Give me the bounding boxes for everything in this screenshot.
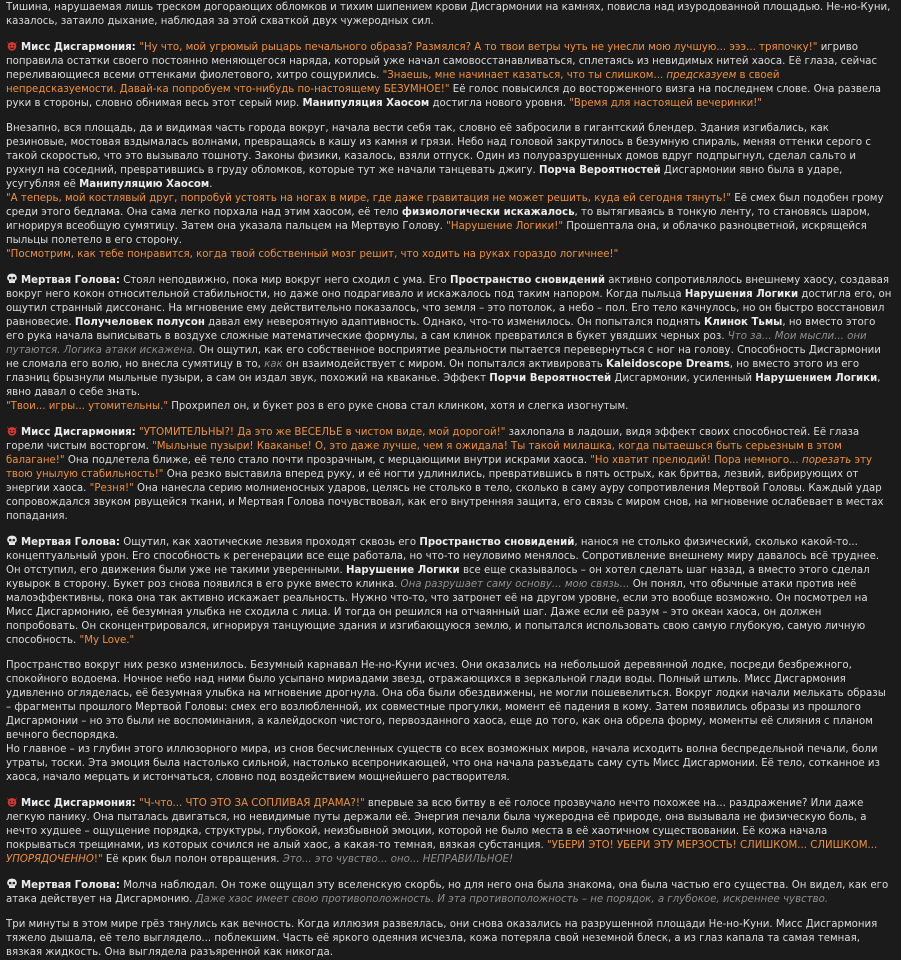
skull-emoji-icon [6,535,18,546]
skull-emoji-icon [6,878,18,889]
dialogue-quote: "Посмотрим, как тебе понравится, когда твой собственный мозг решит, что ходить на руках гораздо логичнее!" [6,249,619,260]
inner-thought: Даже хаос имеет свою противоположность. И эта противоположность – не порядок, а глубокое, искреннее чувство. [195,894,829,905]
bold-term: Нарушения Логики [684,289,799,300]
narration-text: достигла нового уровня. [429,98,570,109]
dialogue-quote: в своей непредсказуемости. Давай-ка попробуем что-нибудь по-настоящему БЕЗУМНОЕ!" [6,70,780,95]
bold-term: Мертвая Голова: [21,880,120,891]
narration-text: Тишина, нарушаемая лишь треском догорающих обломков и тихим шипением крови Дисгармонии на камнях, повисла над изуродованной площадью. Не-но-Куни, казалось, затаило дыхание, наблюдая за этой схваткой двух чужеродных сил. [6,2,891,27]
narration-text: Она нанесла серию молниеносных ударов, целясь не столько в тело, сколько в саму ауру сопротивления Мертвой Головы. Каждый удар сопровождался звуком рвущейся ткани, и Мертвая Голова почувствовал, как его внутренняя защита, его связь с миром снов, на мгновение ослабевает в местах попадания. [6,483,884,522]
story-paragraph [6,40,893,111]
dialogue-quote: эту твою унылую стабильность!" [6,455,873,480]
devil-emoji-icon [6,796,18,807]
story-paragraph [6,535,893,648]
dialogue-quote: "А теперь, мой костлявый друг, попробуй устоять на ногах в мире, где даже гравитация не может решить, куда ей сегодня тянуть!" [6,193,732,204]
story-paragraph [6,659,893,785]
narration-text: все еще сказывалось – он хотел сделать шаг назад, а вместо этого сделал кувырок в сторону. Букет роз снова появился в его руке вместо клинка. [6,565,870,590]
narration-text: Молча наблюдал. Он тоже ощущал эту вселенскую скорбь, но для него она была знакома, она была частью его существа. Он видел, как его атака действует на Дисгармонию. [6,880,889,905]
narration-text: , нанося не столько физический, сколько какой-то... концептуальный урон. Его способность к регенерации все еще работала, но что-то неуловимо менялось. Сопротивление внешнему миру давалось всё труднее. Он отступил, его движения были уже не такими уверенными. [6,537,880,576]
devil-emoji-icon [6,40,18,51]
narration-text: давал ему невероятную адаптивность. Однако, что-то изменилось. Он попытался поднять [204,317,705,328]
dialogue-quote: "My Love." [79,635,135,646]
narration-text: Ощутил, как хаотические лезвия проходят сквозь его [120,537,420,548]
narration-text: Стоял неподвижно, пока мир вокруг него сходил с ума. Его [120,275,451,286]
narration-text: Её голос повысился до восторженного визга на последнем слове. Она развела руки в стороны, словно обнимая весь этот серый мир. [6,84,881,109]
bold-term: Клинок Тьмы [704,317,783,328]
narration-text: Она резко выставила вперед руку, и её ногти удлинились, превратившись в пять острых, как бритва, лезвий, вибрирующих от энергии хаоса. [6,469,859,494]
dialogue-quote: "Ч-что... ЧТО ЭТО ЗА СОПЛИВАЯ ДРАМА?!" [139,798,365,809]
narration-text: . [209,179,213,190]
narration-text: Её крик был полон отвращения. [102,854,283,865]
dialogue-quote: "УБЕРИ ЭТО! УБЕРИ ЭТУ МЕРЗОСТЬ! СЛИШКОМ... СЛИШКОМ... [546,840,878,851]
narration-text: впервые за всю битву в её голосе прозвучало нечто похожее на... раздражение? Или даже легкую панику. Она пыталась двигаться, но невидимые путы держали её. Энергия печали была чужеродна её природе, она вызывала не физическую боль, а нечто худшее – ощущение порядка, структуры, глубокой, неизбывной эмоции, которой не было места в её хаотичном существовании. Её кожа начала покрываться трещинами, из которых сочился не алый хаос, а какая-то темная, вязкая субстанция. [6,798,867,851]
narration-text: , явно давал о себе знать. [6,373,881,398]
story-paragraph [6,796,893,867]
inner-thought: Что за... Мои мысли... они путаются. Логика атаки искажена. [6,331,867,356]
narration-text: Она подлетела ближе, её тело стало почти прозрачным, с мерцающими внутри искрами хаоса. [64,455,591,466]
narration-text: игриво поправила остатки своего постоянно меняющегося наряда, который уже начал самовосстанавливаться, сплетаясь из невидимых нитей хаоса. Её глаза, сейчас переливающиеся всеми оттенками фиолетового, хитро сощурились. [6,42,878,81]
narration-text: он взаимодействует с миром. Он попытался активировать [282,359,607,370]
inner-thought: Это... это чувство... оно... НЕПРАВИЛЬНОЕ! [282,854,514,865]
bold-term: Манипуляцию Хаосом [79,179,210,190]
bold-term: Мертвая Голова: [21,275,120,286]
narration-text: Внезапно, вся площадь, да и видимая часть города вокруг, начала вести себя так, словно её забросили в гигантский блендер. Здания изгибались, как резиновые, мостовая вздымалась волнами, превращаясь в кашу из камня и грязи. Небо над головой закрутилось в безумную спираль, меняя оттенки серого с такой скоростью, что это вызывало тошноту. Законы физики, казалось, взяли отпуск. Один из полуразрушенных домов вдруг подпрыгнул, сделал сальто и рухнул на соседний, превратившись в груду обломков, которые тут же начали танцевать джигу. [6,123,871,176]
narration-text: достигла его, он ощутил странный диссонанс. На мгновение ему действительно показалось, что земля – это потолок, а небо – пол. Его тело качнулось, но он быстро восстановил равновесие. [6,289,892,328]
narration-text: Три минуты в этом мире грёз тянулись как вечность. Когда иллюзия развеялась, они снова оказались на разрушенной площади Не-но-Куни. Мисс Дисгармония тяжело дышала, её тело выглядело... поблекшим. Часть её яркого одеяния исчезла, кожа потеряла свой неземной блеск, а из глаз капала та самая темная, вязкая жидкость. Она выглядела разъяренной как никогда. [6,919,878,958]
narration-text: Но главное – из глубин этого иллюзорного мира, из снов бесчисленных существ со всех возможных миров, начала исходить волна беспредельной печали, боли утраты, тоски. Эта эмоция была настолько сильной, настолько всепроникающей, что она начала разъедать саму суть Мисс Дисгармонии. Её тело, сотканное из хаоса, начало мерцать и истончаться, словно под воздействием мощнейшего растворителя. [6,744,880,783]
dialogue-quote: "Но хватит прелюдий! Пора немного... [590,455,803,466]
dialogue-quote: "УТОМИТЕЛЬНЫ?! Да это же ВЕСЕЛЬЕ в чистом виде, мой дорогой!" [139,427,506,438]
narration-text: Прохрипел он, и букет роз в его руке снова стал клинком, хотя и слегка изогнутым. [168,401,629,412]
bold-term: Kaleidoscope Dreams [606,359,730,370]
narration-text: активно сопротивлялось внешнему хаосу, создавая вокруг него кокон относительной стабильности, но даже оно подрагивало и искажалось под таким напором. Когда пыльца [6,275,890,300]
inner-thought: Она разрушает саму основу... мою связь... [400,579,630,590]
inner-thought: как [264,359,283,370]
bold-term: Мисс Дисгармония: [21,798,136,809]
story-paragraph [6,878,893,907]
bold-term: Мертвая Голова: [21,537,120,548]
bold-term: Получеловек полусон [74,317,205,328]
narration-text: Пространство вокруг них резко изменилось. Безумный карнавал Не-но-Куни исчез. Они оказались на небольшой деревянной лодке, посреди безбрежного, спокойного водоема. Ночное небо над ними было усыпано мириадами звезд, отражающихся в зеркальной глади воды. Полный штиль. Мисс Дисгармония удивленно огляделась, её безумная улыбка на мгновение дрогнула. Она оба были обездвижены, не могли пошевелиться. Вокруг лодки начали мелькать образы – фрагменты прошлого Мертвой Головы: смех его возлюбленной, их совместные прогулки, момент её падения в кому. Затем появились образы из прошлого Дисгармонии – но это были не воспоминания, а калейдоскоп чистого, первозданного хаоса, еще до того, как она обрела форму, моменты её слияния с планом вечного беспорядка. [6,660,886,741]
narration-text: захлопала в ладоши, видя эффект своих способностей. Её глаза горели чистым восторгом. [6,427,860,452]
bold-term: Нарушением Логики [755,373,878,384]
dialogue-emphasis: порезать [802,455,852,466]
bold-term: Порча Вероятностей [539,165,661,176]
dialogue-quote: "Знаешь, мне начинает казаться, что ты слишком... [382,70,667,81]
dialogue-quote: "Нарушение Логики!" [446,221,564,232]
narration-text: , то вытягиваясь в тонкую ленту, то становясь шаром, игнорируя всеобщую сумятицу. Затем она указала пальцем на Мертвую Голову. [6,207,870,232]
narration-text: Дисгармонии, усиленный [611,373,756,384]
bold-term: Манипуляция Хаосом [302,98,430,109]
story-paragraph [6,918,893,960]
dialogue-quote: "Ну что, мой угрюмый рыцарь печального образа? Размялся? А то твои ветры чуть не унесли мою лучшую... эээ... тряпочку!" [139,42,818,53]
story-paragraph [6,1,893,29]
dialogue-quote: "Резня!" [89,483,134,494]
narration-text: Он ощутил, как его собственное восприятие реальности пытается перевернуться с ног на голову. Способность Дисгармонии не сломала его волю, но внесла сумятицу в то, [6,345,881,370]
narration-text: Её смех был подобен грому среди этого бедлама. Она сама легко порхала над этим хаосом, её тело [6,193,884,218]
bold-term: Порчи Вероятностей [489,373,612,384]
narration-text: , но вместо этого его рука начала выписывать в воздухе сложные математические формулы, а сам клинок превратился в букет увядших черных роз. [6,317,876,342]
bold-term: Пространство сновидений [450,275,606,286]
dialogue-quote: "Твои... игры... утомительны." [6,401,169,412]
bold-term: Пространство сновидений [419,537,575,548]
dialogue-emphasis: УПОРЯДОЧЕННО [6,854,94,865]
skull-emoji-icon [6,273,18,284]
bold-term: физиологически искажалось [401,207,575,218]
dialogue-emphasis: предсказуем [666,70,737,81]
narration-text: Дисгармонии явно была в ударе, усугубляя её [6,165,843,190]
devil-emoji-icon [6,425,18,436]
dialogue-quote: "Мыльные пузыри! Кваканье! О, это даже лучше, чем я ожидала! Ты такой милашка, когда пытаешься быть серьезным в этом балагане!" [6,441,842,466]
bold-term: Нарушение Логики [346,565,460,576]
dialogue-quote: "Время для настоящей вечеринки!" [569,98,762,109]
bold-term: Мисс Дисгармония: [21,427,136,438]
narration-text: Прошептала она, и облачко разноцветной, искрящейся пыльцы полетело в его сторону. [6,221,867,246]
dialogue-quote: !" [93,854,103,865]
narration-text: , но вместо этого из его глазниц брызнули мыльные пузыри, а сам он издал звук, похожий на кваканье. Эффект [6,359,860,384]
story-paragraph [6,122,893,262]
bold-term: Мисс Дисгармония: [21,42,140,53]
narration-text: Он понял, что обычные атаки против неё малоэффективны, пока она так активно искажает реальность. Нужно что-то, что затронет её на другом уровне, если это вообще возможно. Он посмотрел на Мисс Дисгармонию, её безумная улыбка не сходила с лица. И тогда он решился на отчаянный шаг. Даже если её разум – это океан хаоса, он должен попробовать. Он сконцентрировался, игнорируя танцующие здания и изгибающуюся землю, и попытался использовать свою самую глубокую, самую личную способность. [6,579,868,646]
story-paragraph [6,425,893,524]
story-paragraph [6,273,893,414]
